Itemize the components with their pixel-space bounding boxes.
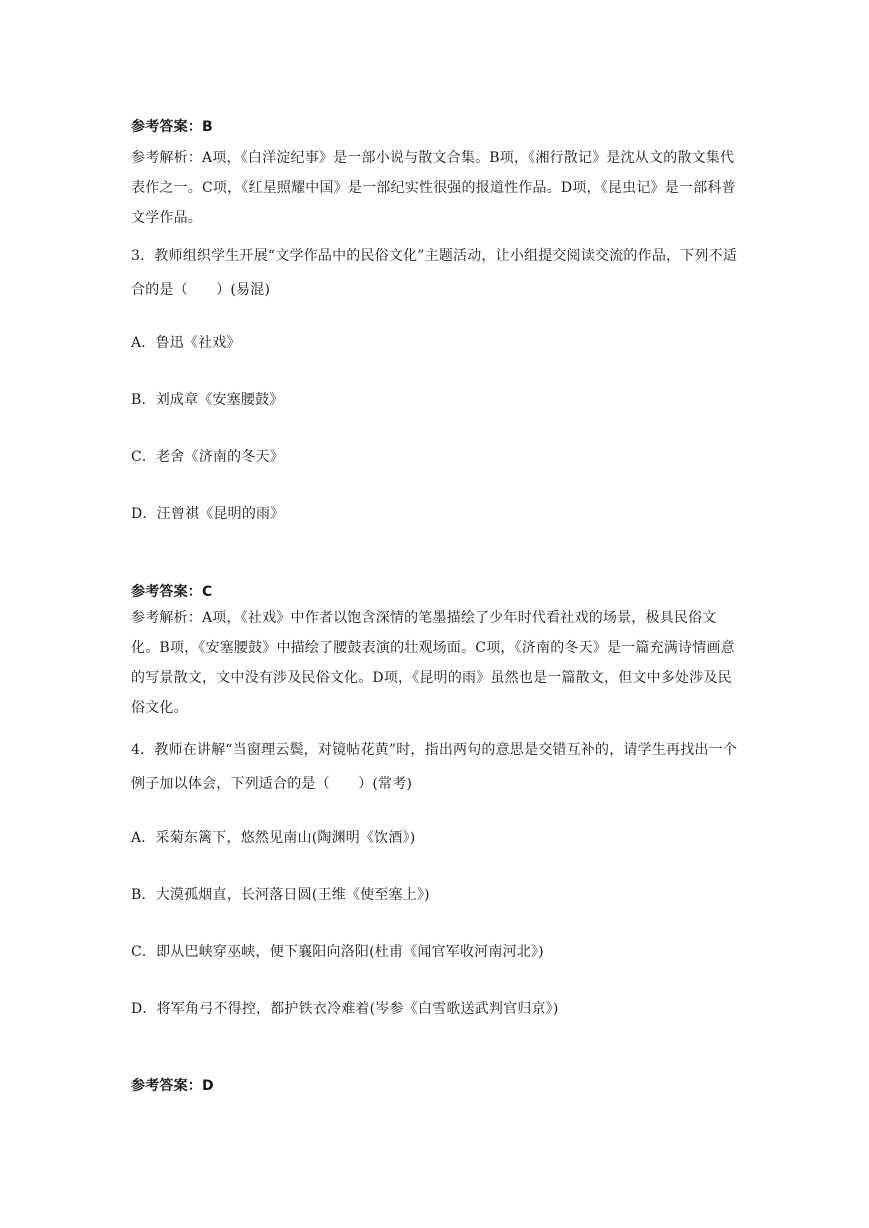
question-stem: 4．教师在讲解“当窗理云鬓，对镜帖花黄”时，指出两句的意思是交错互补的，请学生再找出一个例子加以体会，下列适合的是（ ）(常考) — [131, 742, 738, 792]
option-item: A．采菊东篱下，悠然见南山(陶渊明《饮酒》) — [131, 830, 416, 846]
option-item: D．将军角弓不得控，都护铁衣冷难着(岑参《白雪歌送武判官归京》) — [131, 1001, 559, 1017]
option-item: B．刘成章《安塞腰鼓》 — [131, 392, 284, 408]
answer-line — [131, 117, 743, 137]
answer-value: C — [202, 584, 213, 600]
answer-line — [131, 1076, 743, 1096]
option-item: C．老舍《济南的冬天》 — [131, 449, 284, 465]
answer-label: 参考答案： — [131, 1078, 202, 1094]
explanation-paragraph: 参考解析：A项，《社戏》中作者以饱含深情的笔墨描绘了少年时代看社戏的场景，极具民俗文化。B项，《安塞腰鼓》中描绘了腰鼓表演的壮观场面。C项，《济南的冬天》是一篇充满诗情画意的写景散文，文中没有涉及民俗文化。D项，《昆明的雨》虽然也是一篇散文，但文中多处涉及民俗文化。 — [131, 610, 735, 716]
answer-value: D — [202, 1078, 214, 1094]
option-item: A．鲁迅《社戏》 — [131, 335, 241, 351]
answer-value: B — [202, 119, 213, 135]
option-item: D．汪曾祺《昆明的雨》 — [131, 506, 285, 522]
option-item: C．即从巴峡穿巫峡，便下襄阳向洛阳(杜甫《闻官军收河南河北》) — [131, 944, 544, 960]
option-item: B．大漠孤烟直，长河落日圆(王维《使至塞上》) — [131, 887, 430, 903]
answer-line — [131, 582, 743, 602]
explanation-paragraph: 参考解析：A项，《白洋淀纪事》是一部小说与散文合集。B项，《湘行散记》是沈从文的散文集代表作之一。C项，《红星照耀中国》是一部纪实性很强的报道性作品。D项，《昆虫记》是一部科普文学作品。 — [131, 150, 736, 226]
question-stem: 3．教师组织学生开展“文学作品中的民俗文化”主题活动，让小组提交阅读交流的作品，下列不适合的是（ ）(易混) — [131, 248, 738, 298]
answer-label: 参考答案： — [131, 584, 202, 600]
answer-label: 参考答案： — [131, 119, 202, 135]
